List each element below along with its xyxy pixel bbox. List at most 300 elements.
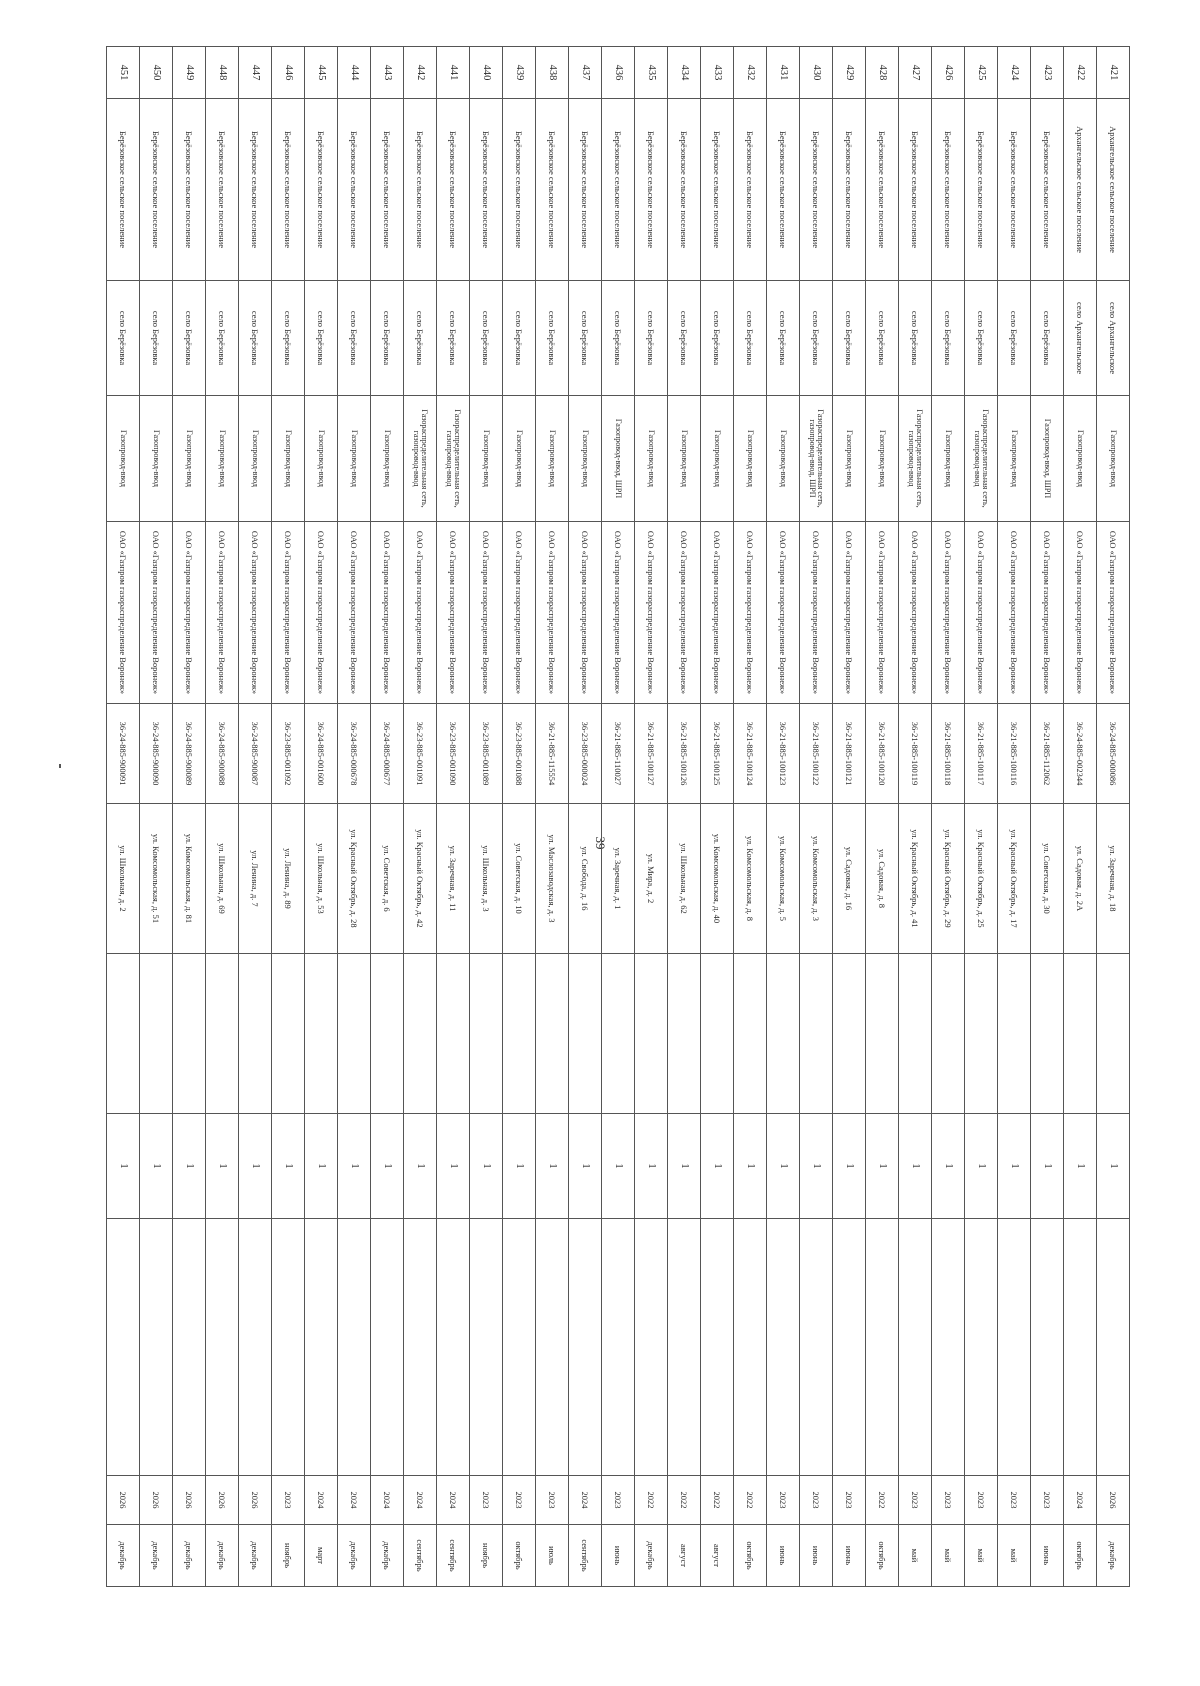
cell-code: 36-21-885-112062 xyxy=(1031,704,1064,804)
cell-number: 445 xyxy=(305,47,338,99)
cell-code: 36-24-885-900091 xyxy=(107,704,140,804)
cell-owner: ОАО «Газпром газораспределение Воронеж» xyxy=(536,522,569,704)
cell-owner: ОАО «Газпром газораспределение Воронеж» xyxy=(404,522,437,704)
cell-code: 36-24-885-900088 xyxy=(206,704,239,804)
cell-empty xyxy=(767,1219,800,1476)
cell-count: 1 xyxy=(173,1114,206,1219)
table-row xyxy=(569,47,602,1587)
cell-object-type: Газопровод-ввод xyxy=(503,396,536,522)
cell-address: ул. Советская, д. 10 xyxy=(503,804,536,954)
cell-empty xyxy=(305,1219,338,1476)
cell-number: 425 xyxy=(965,47,998,99)
cell-month: декабрь xyxy=(1097,1525,1130,1587)
cell-month: декабрь xyxy=(140,1525,173,1587)
cell-empty xyxy=(1097,954,1130,1114)
cell-empty xyxy=(404,954,437,1114)
cell-settlement: Берёзовское сельское поселение xyxy=(272,99,305,281)
cell-empty xyxy=(701,954,734,1114)
cell-address: ул. Школьная, д. 3 xyxy=(470,804,503,954)
table-row xyxy=(767,47,800,1587)
table-row xyxy=(470,47,503,1587)
rotated-table-wrapper xyxy=(106,46,1130,1587)
cell-code: 36-21-885-115554 xyxy=(536,704,569,804)
cell-owner: ОАО «Газпром газораспределение Воронеж» xyxy=(932,522,965,704)
cell-count: 1 xyxy=(437,1114,470,1219)
cell-number: 436 xyxy=(602,47,635,99)
cell-empty xyxy=(404,1219,437,1476)
cell-address: ул. Школьная, д. 2 xyxy=(107,804,140,954)
cell-settlement: Берёзовское сельское поселение xyxy=(206,99,239,281)
cell-locality: село Берёзовка xyxy=(734,281,767,396)
cell-address: ул. Комсомольская, д. 51 xyxy=(140,804,173,954)
cell-empty xyxy=(1064,954,1097,1114)
cell-count: 1 xyxy=(371,1114,404,1219)
cell-month: май xyxy=(932,1525,965,1587)
cell-owner: ОАО «Газпром газораспределение Воронеж» xyxy=(173,522,206,704)
cell-empty xyxy=(536,1219,569,1476)
table-row xyxy=(932,47,965,1587)
cell-month: июнь xyxy=(833,1525,866,1587)
cell-code: 36-24-885-002344 xyxy=(1064,704,1097,804)
table-row xyxy=(272,47,305,1587)
cell-settlement: Берёзовское сельское поселение xyxy=(437,99,470,281)
cell-year: 2026 xyxy=(239,1476,272,1525)
cell-month: сентябрь xyxy=(569,1525,602,1587)
cell-number: 438 xyxy=(536,47,569,99)
cell-code: 36-21-885-100125 xyxy=(701,704,734,804)
cell-locality: село Берёзовка xyxy=(536,281,569,396)
cell-empty xyxy=(470,954,503,1114)
table-row xyxy=(1031,47,1064,1587)
cell-empty xyxy=(998,954,1031,1114)
cell-empty xyxy=(1064,1219,1097,1476)
cell-owner: ОАО «Газпром газораспределение Воронеж» xyxy=(602,522,635,704)
table-row xyxy=(800,47,833,1587)
cell-year: 2023 xyxy=(503,1476,536,1525)
cell-code: 36-23-885-001088 xyxy=(503,704,536,804)
cell-year: 2026 xyxy=(140,1476,173,1525)
cell-code: 36-23-885-000024 xyxy=(569,704,602,804)
cell-empty xyxy=(338,1219,371,1476)
cell-year: 2024 xyxy=(404,1476,437,1525)
cell-year: 2023 xyxy=(833,1476,866,1525)
cell-year: 2024 xyxy=(1064,1476,1097,1525)
cell-empty xyxy=(305,954,338,1114)
cell-settlement: Берёзовское сельское поселение xyxy=(371,99,404,281)
cell-object-type: Газопровод-ввод xyxy=(767,396,800,522)
cell-owner: ОАО «Газпром газораспределение Воронеж» xyxy=(767,522,800,704)
cell-address: ул. Красный Октябрь, д. 42 xyxy=(404,804,437,954)
cell-number: 439 xyxy=(503,47,536,99)
cell-object-type: Газопровод-ввод xyxy=(338,396,371,522)
cell-empty xyxy=(899,1219,932,1476)
cell-object-type: Газопровод-ввод xyxy=(107,396,140,522)
cell-year: 2022 xyxy=(668,1476,701,1525)
table-row xyxy=(338,47,371,1587)
cell-address: ул. Комсомольская, д. 5 xyxy=(767,804,800,954)
cell-number: 423 xyxy=(1031,47,1064,99)
cell-month: декабрь xyxy=(173,1525,206,1587)
cell-number: 443 xyxy=(371,47,404,99)
cell-empty xyxy=(1031,1219,1064,1476)
cell-owner: ОАО «Газпром газораспределение Воронеж» xyxy=(140,522,173,704)
cell-number: 451 xyxy=(107,47,140,99)
cell-count: 1 xyxy=(305,1114,338,1219)
cell-month: июнь xyxy=(1031,1525,1064,1587)
cell-settlement: Берёзовское сельское поселение xyxy=(470,99,503,281)
cell-object-type: Газопровод-ввод xyxy=(998,396,1031,522)
cell-empty xyxy=(833,954,866,1114)
cell-count: 1 xyxy=(668,1114,701,1219)
cell-count: 1 xyxy=(734,1114,767,1219)
cell-month: декабрь xyxy=(338,1525,371,1587)
cell-object-type: Газопровод-ввод xyxy=(173,396,206,522)
cell-owner: ОАО «Газпром газораспределение Воронеж» xyxy=(107,522,140,704)
cell-year: 2023 xyxy=(767,1476,800,1525)
cell-locality: село Берёзовка xyxy=(371,281,404,396)
cell-code: 36-24-885-900090 xyxy=(140,704,173,804)
cell-owner: ОАО «Газпром газораспределение Воронеж» xyxy=(1031,522,1064,704)
cell-object-type: Газопровод-ввод xyxy=(536,396,569,522)
cell-count: 1 xyxy=(239,1114,272,1219)
cell-settlement: Берёзовское сельское поселение xyxy=(602,99,635,281)
cell-code: 36-21-885-100123 xyxy=(767,704,800,804)
cell-empty xyxy=(602,1219,635,1476)
table-row xyxy=(998,47,1031,1587)
cell-settlement: Берёзовское сельское поселение xyxy=(569,99,602,281)
cell-count: 1 xyxy=(569,1114,602,1219)
cell-address: ул. Школьная, д. 62 xyxy=(668,804,701,954)
cell-address: ул. Заречная, д. 1 xyxy=(602,804,635,954)
table-row xyxy=(437,47,470,1587)
cell-settlement: Берёзовское сельское поселение xyxy=(107,99,140,281)
cell-object-type: Газопровод-ввод xyxy=(866,396,899,522)
cell-address: ул. Красный Октябрь, д. 25 xyxy=(965,804,998,954)
cell-locality: село Берёзовка xyxy=(701,281,734,396)
cell-count: 1 xyxy=(800,1114,833,1219)
table-row xyxy=(965,47,998,1587)
cell-address: ул. Свобода, д. 16 xyxy=(569,804,602,954)
cell-year: 2023 xyxy=(965,1476,998,1525)
cell-settlement: Берёзовское сельское поселение xyxy=(701,99,734,281)
cell-empty xyxy=(569,954,602,1114)
cell-empty xyxy=(107,1219,140,1476)
cell-number: 428 xyxy=(866,47,899,99)
cell-object-type: Газопровод-ввод xyxy=(1064,396,1097,522)
table-row xyxy=(866,47,899,1587)
cell-locality: село Берёзовка xyxy=(173,281,206,396)
cell-address: ул. Советская, д. 30 xyxy=(1031,804,1064,954)
cell-count: 1 xyxy=(767,1114,800,1219)
cell-locality: село Берёзовка xyxy=(1031,281,1064,396)
cell-locality: село Берёзовка xyxy=(635,281,668,396)
cell-owner: ОАО «Газпром газораспределение Воронеж» xyxy=(272,522,305,704)
cell-empty xyxy=(239,1219,272,1476)
cell-count: 1 xyxy=(701,1114,734,1219)
cell-settlement: Берёзовское сельское поселение xyxy=(536,99,569,281)
cell-code: 36-23-885-001092 xyxy=(272,704,305,804)
cell-year: 2023 xyxy=(899,1476,932,1525)
cell-locality: село Берёзовка xyxy=(338,281,371,396)
cell-object-type: Газопровод-ввод xyxy=(140,396,173,522)
cell-month: сентябрь xyxy=(437,1525,470,1587)
cell-empty xyxy=(173,954,206,1114)
cell-count: 1 xyxy=(635,1114,668,1219)
cell-code: 36-21-885-100117 xyxy=(965,704,998,804)
cell-year: 2023 xyxy=(932,1476,965,1525)
cell-settlement: Архангельское сельское поселение xyxy=(1097,99,1130,281)
cell-settlement: Берёзовское сельское поселение xyxy=(305,99,338,281)
cell-object-type: Газораспределительная сеть, газопровод-ввод xyxy=(404,396,437,522)
cell-settlement: Берёзовское сельское поселение xyxy=(833,99,866,281)
cell-month: июль xyxy=(536,1525,569,1587)
cell-code: 36-21-885-100119 xyxy=(899,704,932,804)
cell-address: ул. Комсомольская, д. 40 xyxy=(701,804,734,954)
cell-owner: ОАО «Газпром газораспределение Воронеж» xyxy=(206,522,239,704)
cell-code: 36-21-885-100120 xyxy=(866,704,899,804)
cell-address: ул. Заречная, д. 18 xyxy=(1097,804,1130,954)
cell-locality: село Берёзовка xyxy=(602,281,635,396)
cell-address: ул. Красный Октябрь, д. 29 xyxy=(932,804,965,954)
cell-settlement: Берёзовское сельское поселение xyxy=(734,99,767,281)
cell-address: ул. Школьная, д. 53 xyxy=(305,804,338,954)
cell-locality: село Берёзовка xyxy=(140,281,173,396)
cell-year: 2023 xyxy=(800,1476,833,1525)
cell-empty xyxy=(371,954,404,1114)
cell-object-type: Газораспределительная сеть, газопровод-ввод xyxy=(965,396,998,522)
cell-object-type: Газопровод-ввод xyxy=(833,396,866,522)
cell-settlement: Берёзовское сельское поселение xyxy=(635,99,668,281)
cell-object-type: Газопровод-ввод, ШРП xyxy=(1031,396,1064,522)
cell-locality: село Берёзовка xyxy=(866,281,899,396)
cell-owner: ОАО «Газпром газораспределение Воронеж» xyxy=(833,522,866,704)
table-body xyxy=(107,47,1130,1587)
cell-locality: село Архангельское xyxy=(1097,281,1130,396)
cell-locality: село Берёзовка xyxy=(767,281,800,396)
cell-year: 2026 xyxy=(206,1476,239,1525)
cell-number: 441 xyxy=(437,47,470,99)
cell-empty xyxy=(173,1219,206,1476)
cell-settlement: Архангельское сельское поселение xyxy=(1064,99,1097,281)
cell-object-type: Газопровод-ввод xyxy=(668,396,701,522)
cell-empty xyxy=(833,1219,866,1476)
cell-month: август xyxy=(701,1525,734,1587)
cell-object-type: Газопровод-ввод xyxy=(701,396,734,522)
cell-empty xyxy=(338,954,371,1114)
cell-number: 435 xyxy=(635,47,668,99)
cell-count: 1 xyxy=(272,1114,305,1219)
cell-locality: село Берёзовка xyxy=(107,281,140,396)
table-row xyxy=(635,47,668,1587)
cell-code: 36-21-885-100118 xyxy=(932,704,965,804)
table-row xyxy=(173,47,206,1587)
cell-owner: ОАО «Газпром газораспределение Воронеж» xyxy=(371,522,404,704)
cell-object-type: Газопровод-ввод xyxy=(635,396,668,522)
cell-code: 36-21-885-110027 xyxy=(602,704,635,804)
cell-number: 426 xyxy=(932,47,965,99)
cell-number: 446 xyxy=(272,47,305,99)
cell-month: декабрь xyxy=(371,1525,404,1587)
cell-count: 1 xyxy=(404,1114,437,1219)
cell-settlement: Берёзовское сельское поселение xyxy=(965,99,998,281)
cell-owner: ОАО «Газпром газораспределение Воронеж» xyxy=(998,522,1031,704)
cell-month: май xyxy=(965,1525,998,1587)
cell-empty xyxy=(965,954,998,1114)
cell-locality: село Берёзовка xyxy=(305,281,338,396)
cell-settlement: Берёзовское сельское поселение xyxy=(1031,99,1064,281)
cell-owner: ОАО «Газпром газораспределение Воронеж» xyxy=(503,522,536,704)
cell-object-type: Газопровод-ввод xyxy=(272,396,305,522)
cell-locality: село Берёзовка xyxy=(833,281,866,396)
cell-code: 36-21-885-100126 xyxy=(668,704,701,804)
cell-number: 431 xyxy=(767,47,800,99)
cell-empty xyxy=(800,954,833,1114)
cell-object-type: Газопровод-ввод xyxy=(239,396,272,522)
cell-month: июнь xyxy=(800,1525,833,1587)
cell-month: октябрь xyxy=(734,1525,767,1587)
cell-code: 36-21-885-100124 xyxy=(734,704,767,804)
cell-locality: село Берёзовка xyxy=(206,281,239,396)
cell-code: 36-23-885-001091 xyxy=(404,704,437,804)
cell-year: 2024 xyxy=(305,1476,338,1525)
cell-address: ул. Ленина, д. 7 xyxy=(239,804,272,954)
cell-empty xyxy=(503,1219,536,1476)
table-row xyxy=(536,47,569,1587)
cell-object-type: Газораспределительная сеть, газопровод-ввод xyxy=(899,396,932,522)
cell-object-type: Газопровод-ввод xyxy=(206,396,239,522)
cell-number: 422 xyxy=(1064,47,1097,99)
cell-locality: село Берёзовка xyxy=(899,281,932,396)
cell-address: ул. Красный Октябрь, д. 28 xyxy=(338,804,371,954)
cell-owner: ОАО «Газпром газораспределение Воронеж» xyxy=(437,522,470,704)
cell-empty xyxy=(668,954,701,1114)
table-row xyxy=(899,47,932,1587)
cell-object-type: Газопровод-ввод xyxy=(569,396,602,522)
cell-number: 444 xyxy=(338,47,371,99)
cell-object-type: Газораспределительная сеть, газопровод-ввод xyxy=(437,396,470,522)
cell-count: 1 xyxy=(866,1114,899,1219)
cell-empty xyxy=(206,954,239,1114)
cell-address: ул. Комсомольская, д. 8 xyxy=(734,804,767,954)
cell-address: ул. Советская, д. 6 xyxy=(371,804,404,954)
table-row xyxy=(140,47,173,1587)
cell-object-type: Газопровод-ввод xyxy=(1097,396,1130,522)
cell-month: ноябрь xyxy=(470,1525,503,1587)
table-row xyxy=(1064,47,1097,1587)
cell-owner: ОАО «Газпром газораспределение Воронеж» xyxy=(965,522,998,704)
cell-locality: село Берёзовка xyxy=(272,281,305,396)
cell-count: 1 xyxy=(602,1114,635,1219)
cell-count: 1 xyxy=(107,1114,140,1219)
cell-year: 2026 xyxy=(173,1476,206,1525)
cell-empty xyxy=(206,1219,239,1476)
cell-count: 1 xyxy=(536,1114,569,1219)
cell-owner: ОАО «Газпром газораспределение Воронеж» xyxy=(338,522,371,704)
cell-empty xyxy=(668,1219,701,1476)
cell-locality: село Берёзовка xyxy=(569,281,602,396)
cell-locality: село Архангельское xyxy=(1064,281,1097,396)
table-row xyxy=(371,47,404,1587)
cell-settlement: Берёзовское сельское поселение xyxy=(668,99,701,281)
cell-owner: ОАО «Газпром газораспределение Воронеж» xyxy=(734,522,767,704)
cell-code: 36-24-885-001600 xyxy=(305,704,338,804)
cell-empty xyxy=(932,954,965,1114)
cell-number: 437 xyxy=(569,47,602,99)
cell-empty xyxy=(635,1219,668,1476)
cell-empty xyxy=(932,1219,965,1476)
table-row xyxy=(239,47,272,1587)
cell-number: 433 xyxy=(701,47,734,99)
cell-count: 1 xyxy=(1064,1114,1097,1219)
cell-owner: ОАО «Газпром газораспределение Воронеж» xyxy=(668,522,701,704)
cell-count: 1 xyxy=(140,1114,173,1219)
cell-settlement: Берёзовское сельское поселение xyxy=(140,99,173,281)
cell-year: 2023 xyxy=(272,1476,305,1525)
cell-month: сентябрь xyxy=(404,1525,437,1587)
cell-empty xyxy=(437,1219,470,1476)
cell-code: 36-24-885-000677 xyxy=(371,704,404,804)
cell-empty xyxy=(635,954,668,1114)
cell-empty xyxy=(140,954,173,1114)
cell-year: 2022 xyxy=(635,1476,668,1525)
cell-settlement: Берёзовское сельское поселение xyxy=(800,99,833,281)
cell-address: ул. Красный Октябрь, д. 17 xyxy=(998,804,1031,954)
cell-address: ул. Мира, д. 2 xyxy=(635,804,668,954)
cell-year: 2023 xyxy=(536,1476,569,1525)
cell-empty xyxy=(536,954,569,1114)
table-row xyxy=(404,47,437,1587)
cell-number: 432 xyxy=(734,47,767,99)
cell-owner: ОАО «Газпром газораспределение Воронеж» xyxy=(1064,522,1097,704)
cell-month: ноябрь xyxy=(272,1525,305,1587)
cell-settlement: Берёзовское сельское поселение xyxy=(932,99,965,281)
cell-number: 421 xyxy=(1097,47,1130,99)
cell-count: 1 xyxy=(1031,1114,1064,1219)
cell-month: декабрь xyxy=(107,1525,140,1587)
cell-settlement: Берёзовское сельское поселение xyxy=(767,99,800,281)
cell-address: ул. Комсомольская, д. 81 xyxy=(173,804,206,954)
cell-settlement: Берёзовское сельское поселение xyxy=(866,99,899,281)
cell-code: 36-21-885-100127 xyxy=(635,704,668,804)
cell-owner: ОАО «Газпром газораспределение Воронеж» xyxy=(866,522,899,704)
cell-address: ул. Садовая, д. 2А xyxy=(1064,804,1097,954)
cell-settlement: Берёзовское сельское поселение xyxy=(338,99,371,281)
cell-count: 1 xyxy=(470,1114,503,1219)
cell-month: октябрь xyxy=(503,1525,536,1587)
cell-empty xyxy=(503,954,536,1114)
cell-empty xyxy=(140,1219,173,1476)
cell-month: декабрь xyxy=(239,1525,272,1587)
cell-month: июнь xyxy=(602,1525,635,1587)
cell-year: 2026 xyxy=(107,1476,140,1525)
cell-count: 1 xyxy=(338,1114,371,1219)
cell-empty xyxy=(734,954,767,1114)
cell-settlement: Берёзовское сельское поселение xyxy=(239,99,272,281)
cell-settlement: Берёзовское сельское поселение xyxy=(404,99,437,281)
cell-address: ул. Красный Октябрь, д. 41 xyxy=(899,804,932,954)
register-table xyxy=(106,46,1130,1587)
cell-locality: село Берёзовка xyxy=(800,281,833,396)
cell-owner: ОАО «Газпром газораспределение Воронеж» xyxy=(701,522,734,704)
cell-year: 2023 xyxy=(1031,1476,1064,1525)
cell-month: декабрь xyxy=(635,1525,668,1587)
cell-month: август xyxy=(668,1525,701,1587)
cell-address: ул. Садовая, д. 8 xyxy=(866,804,899,954)
table-row xyxy=(833,47,866,1587)
cell-code: 36-21-885-100122 xyxy=(800,704,833,804)
cell-month: декабрь xyxy=(206,1525,239,1587)
cell-month: май xyxy=(899,1525,932,1587)
